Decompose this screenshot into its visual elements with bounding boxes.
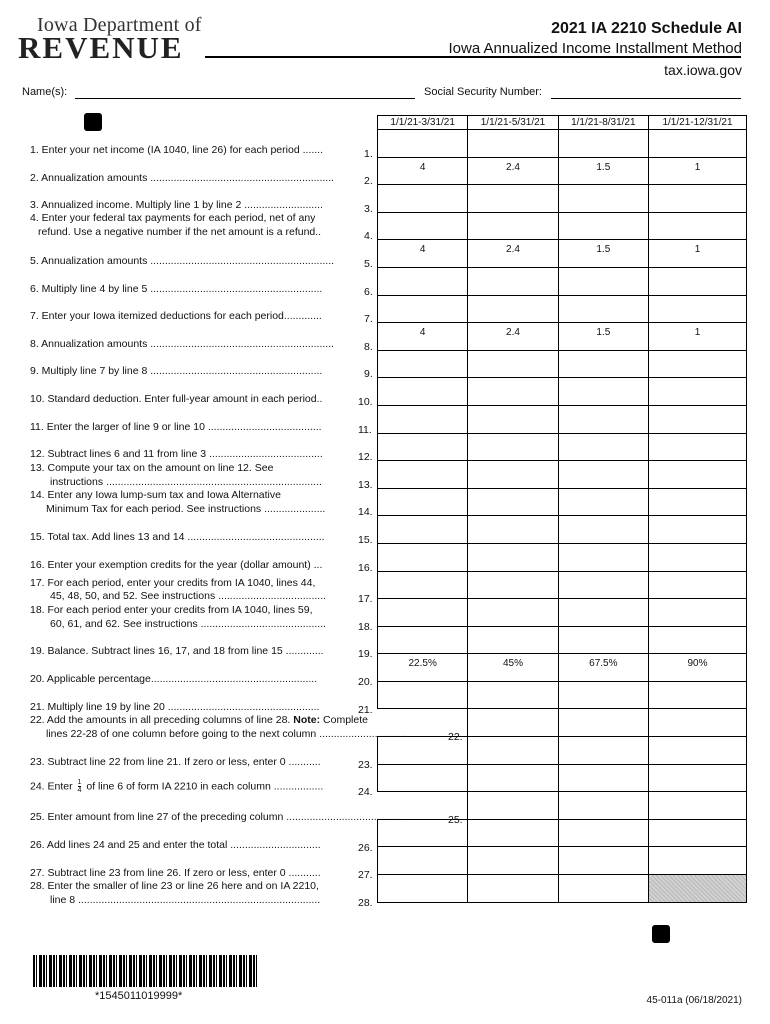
line-number: 18. [358, 621, 373, 633]
line-22-label [30, 714, 368, 728]
line-2-col-2-field[interactable]: 2.4 [468, 157, 558, 185]
barcode [33, 955, 259, 987]
line-22-label-text: 22. Add the amounts in all preceding columns of line 28. [30, 714, 291, 726]
line-23-col-4-field[interactable] [648, 737, 746, 765]
line-5-col-1-field[interactable]: 4 [378, 240, 468, 268]
line-number: 21. [358, 704, 373, 716]
line-19-col-3-field[interactable] [558, 626, 648, 654]
line-10-col-2-field[interactable] [468, 378, 558, 406]
names-label: Name(s): [22, 86, 68, 98]
line-28-col-4-field[interactable] [648, 875, 746, 903]
line-number: 13. [358, 479, 373, 491]
line-number: 22. [448, 731, 463, 743]
line-3-label: 3. Annualized income. Multiply line 1 by line 2 ........................... [30, 199, 323, 211]
ssn-field[interactable] [551, 98, 741, 99]
fraction-numerator: 1 [77, 779, 82, 786]
column-header: 1/1/21-12/31/21 [648, 116, 746, 130]
line-8-col-3-field[interactable]: 1.5 [558, 323, 648, 351]
table-row [378, 792, 747, 820]
names-field[interactable] [75, 98, 415, 99]
line-22-label-cont: lines 22-28 of one column before going to the next column .............................. [46, 728, 407, 740]
one-quarter-fraction [78, 779, 82, 794]
line-9-col-1-field[interactable] [378, 350, 468, 378]
line-27-col-1-field[interactable] [378, 847, 468, 875]
line-15-col-2-field[interactable] [468, 516, 558, 544]
line-11-col-1-field[interactable] [378, 405, 468, 433]
line-3-col-1-field[interactable] [378, 185, 468, 213]
line-12-col-1-field[interactable] [378, 433, 468, 461]
line-14-col-4-field[interactable] [648, 488, 746, 516]
line-number: 6. [364, 286, 373, 298]
table-row [378, 737, 747, 765]
line-8-col-1-field[interactable]: 4 [378, 323, 468, 351]
line-19-col-4-field[interactable] [648, 626, 746, 654]
table-row [378, 488, 747, 516]
line-21-col-3-field[interactable] [558, 681, 648, 709]
line-17-col-1-field[interactable] [378, 571, 468, 599]
line-number: 24. [358, 786, 373, 798]
line-14-label-cont: Minimum Tax for each period. See instructions ..................... [46, 503, 326, 515]
line-10-col-3-field[interactable] [558, 378, 648, 406]
line-4-col-4-field[interactable] [648, 212, 746, 240]
line-5-col-3-field[interactable]: 1.5 [558, 240, 648, 268]
line-10-label: 10. Standard deduction. Enter full-year amount in each period.. [30, 393, 323, 405]
line-5-col-2-field[interactable]: 2.4 [468, 240, 558, 268]
line-17-col-4-field[interactable] [648, 571, 746, 599]
line-3-col-4-field[interactable] [648, 185, 746, 213]
line-15-col-1-field[interactable] [378, 516, 468, 544]
line-2-col-1-field[interactable]: 4 [378, 157, 468, 185]
line-11-col-2-field[interactable] [468, 405, 558, 433]
line-13-col-3-field[interactable] [558, 461, 648, 489]
line-14-label: 14. Enter any Iowa lump-sum tax and Iowa Alternative [30, 489, 281, 501]
line-9-col-4-field[interactable] [648, 350, 746, 378]
logo-revenue-text: REVENUE [18, 30, 184, 65]
line-16-col-2-field[interactable] [468, 543, 558, 571]
line-21-col-2-field[interactable] [468, 681, 558, 709]
line-10-col-1-field[interactable] [378, 378, 468, 406]
line-10-col-4-field[interactable] [648, 378, 746, 406]
line-11-label: 11. Enter the larger of line 9 or line 10 ....................................... [30, 421, 322, 433]
line-24-label-pre: 24. Enter [30, 780, 73, 793]
table-row [378, 543, 747, 571]
line-17-col-2-field[interactable] [468, 571, 558, 599]
line-16-label: 16. Enter your exemption credits for the year (dollar amount) ... [30, 559, 323, 571]
line-number: 15. [358, 534, 373, 546]
table-row [378, 212, 747, 240]
line-11-col-4-field[interactable] [648, 405, 746, 433]
line-24-label-post: of line 6 of form IA 2210 in each column ................. [86, 780, 324, 793]
line-7-col-1-field[interactable] [378, 295, 468, 323]
line-12-label: 12. Subtract lines 6 and 11 from line 3 ....................................... [30, 448, 323, 460]
line-22-note: Note: [293, 714, 321, 726]
table-row [378, 405, 747, 433]
line-number: 20. [358, 676, 373, 688]
line-9-label: 9. Multiply line 7 by line 8 ........................................................... [30, 365, 323, 377]
line-12-col-3-field[interactable] [558, 433, 648, 461]
table-row [378, 681, 747, 709]
table-row [378, 875, 747, 903]
line-6-col-3-field[interactable] [558, 267, 648, 295]
table-row [378, 185, 747, 213]
table-row [378, 516, 747, 544]
line-15-col-4-field[interactable] [648, 516, 746, 544]
table-row [378, 130, 747, 158]
table-row [378, 654, 747, 682]
line-3-col-2-field[interactable] [468, 185, 558, 213]
line-25-col-4-field[interactable] [648, 792, 746, 820]
fraction-denominator: 4 [77, 787, 82, 794]
line-number: 17. [358, 593, 373, 605]
line-17-label-cont: 45, 48, 50, and 52. See instructions ..................................... [50, 590, 327, 602]
line-number: 28. [358, 897, 373, 909]
line-13-col-1-field[interactable] [378, 461, 468, 489]
line-26-col-3-field[interactable] [558, 819, 648, 847]
table-row [378, 295, 747, 323]
line-22-col-4-field[interactable] [648, 709, 746, 737]
line-21-label: 21. Multiply line 19 by line 20 .................................................... [30, 701, 320, 713]
line-18-col-4-field[interactable] [648, 599, 746, 627]
line-20-col-3-field[interactable]: 67.5% [558, 654, 648, 682]
line-27-col-3-field[interactable] [558, 847, 648, 875]
line-22-label-complete: Complete [323, 714, 368, 726]
line-4-col-1-field[interactable] [378, 212, 468, 240]
line-26-col-2-field[interactable] [468, 819, 558, 847]
line-28-label: 28. Enter the smaller of line 23 or line 26 here and on IA 2210, [30, 880, 319, 892]
line-2-label: 2. Annualization amounts ............................................................... [30, 172, 335, 184]
registration-mark [84, 113, 102, 131]
line-28-col-1-field[interactable] [378, 875, 468, 903]
line-27-col-2-field[interactable] [468, 847, 558, 875]
line-7-col-2-field[interactable] [468, 295, 558, 323]
line-number: 1. [364, 148, 373, 160]
line-7-col-4-field[interactable] [648, 295, 746, 323]
line-28-label-cont: line 8 ................................................................................... [50, 894, 321, 906]
line-4-col-3-field[interactable] [558, 212, 648, 240]
table-row [378, 599, 747, 627]
income-schedule-table [377, 115, 747, 903]
line-8-col-2-field[interactable]: 2.4 [468, 323, 558, 351]
line-20-col-2-field[interactable]: 45% [468, 654, 558, 682]
line-9-col-2-field[interactable] [468, 350, 558, 378]
line-4-label-cont: refund. Use a negative number if the net amount is a refund.. [38, 226, 322, 238]
line-24-col-1-field[interactable] [378, 764, 468, 792]
line-number: 14. [358, 506, 373, 518]
line-number: 3. [364, 203, 373, 215]
line-27-col-4-field[interactable] [648, 847, 746, 875]
line-27-label: 27. Subtract line 23 from line 26. If zero or less, enter 0 ........... [30, 867, 321, 879]
line-7-col-3-field[interactable] [558, 295, 648, 323]
registration-mark [652, 925, 670, 943]
line-number: 23. [358, 759, 373, 771]
line-number: 19. [358, 648, 373, 660]
table-row [378, 267, 747, 295]
column-header: 1/1/21-3/31/21 [378, 116, 468, 130]
line-5-col-4-field[interactable]: 1 [648, 240, 746, 268]
line-6-col-2-field[interactable] [468, 267, 558, 295]
line-6-col-4-field[interactable] [648, 267, 746, 295]
line-26-label: 26. Add lines 24 and 25 and enter the total ............................... [30, 839, 321, 851]
line-16-col-3-field[interactable] [558, 543, 648, 571]
table-row [378, 157, 747, 185]
line-number: 5. [364, 258, 373, 270]
line-28-col-3-field[interactable] [558, 875, 648, 903]
line-23-label: 23. Subtract line 22 from line 21. If zero or less, enter 0 ........... [30, 756, 321, 768]
ssn-label: Social Security Number: [424, 86, 542, 98]
line-number: 4. [364, 230, 373, 242]
line-2-col-3-field[interactable]: 1.5 [558, 157, 648, 185]
line-18-col-1-field[interactable] [378, 599, 468, 627]
table-row [378, 433, 747, 461]
line-4-label: 4. Enter your federal tax payments for each period, net of any [30, 212, 316, 224]
line-5-label: 5. Annualization amounts ............................................................... [30, 255, 335, 267]
line-1-col-2-field[interactable] [468, 130, 558, 158]
line-15-label: 15. Total tax. Add lines 13 and 14 ............................................... [30, 531, 325, 543]
line-7-label: 7. Enter your Iowa itemized deductions for each period............. [30, 310, 322, 322]
line-13-label: 13. Compute your tax on the amount on line 12. See [30, 462, 274, 474]
line-17-col-3-field[interactable] [558, 571, 648, 599]
line-14-col-2-field[interactable] [468, 488, 558, 516]
line-number: 12. [358, 451, 373, 463]
line-number: 11. [358, 424, 372, 436]
line-number: 16. [358, 562, 373, 574]
line-23-col-2-field[interactable] [468, 737, 558, 765]
line-18-label: 18. For each period enter your credits from IA 1040, lines 59, [30, 604, 313, 616]
line-21-col-1-field[interactable] [378, 681, 468, 709]
table-row [378, 626, 747, 654]
line-1-col-4-field[interactable] [648, 130, 746, 158]
table-row [378, 819, 747, 847]
table-row [378, 764, 747, 792]
line-14-col-1-field[interactable] [378, 488, 468, 516]
line-8-label: 8. Annualization amounts ............................................................... [30, 338, 335, 350]
line-20-col-4-field[interactable]: 90% [648, 654, 746, 682]
table-row [378, 378, 747, 406]
line-24-col-3-field[interactable] [558, 764, 648, 792]
table-row [378, 571, 747, 599]
line-12-col-4-field[interactable] [648, 433, 746, 461]
form-subtitle: Iowa Annualized Income Installment Method [448, 40, 742, 57]
line-24-col-2-field[interactable] [468, 764, 558, 792]
line-number: 25. [448, 814, 463, 826]
line-15-col-3-field[interactable] [558, 516, 648, 544]
line-21-col-4-field[interactable] [648, 681, 746, 709]
line-3-col-3-field[interactable] [558, 185, 648, 213]
line-22-col-2-field[interactable] [468, 709, 558, 737]
line-13-col-4-field[interactable] [648, 461, 746, 489]
line-13-label-cont: instructions .......................................................................... [50, 476, 322, 488]
line-6-label: 6. Multiply line 4 by line 5 ........................................................... [30, 283, 323, 295]
table-row [378, 240, 747, 268]
line-24-col-4-field[interactable] [648, 764, 746, 792]
line-20-col-1-field[interactable]: 22.5% [378, 654, 468, 682]
line-2-col-4-field[interactable]: 1 [648, 157, 746, 185]
line-16-col-1-field[interactable] [378, 543, 468, 571]
line-19-label: 19. Balance. Subtract lines 16, 17, and 18 from line 15 ............. [30, 645, 324, 657]
table-row [378, 323, 747, 351]
line-24-label [30, 779, 323, 794]
column-header: 1/1/21-8/31/21 [558, 116, 648, 130]
line-25-col-3-field[interactable] [558, 792, 648, 820]
column-header: 1/1/21-5/31/21 [468, 116, 558, 130]
line-19-col-1-field[interactable] [378, 626, 468, 654]
line-8-col-4-field[interactable]: 1 [648, 323, 746, 351]
line-number: 27. [358, 869, 373, 881]
line-1-col-1-field[interactable] [378, 130, 468, 158]
logo-department-text: Iowa Department of [37, 14, 202, 36]
line-13-col-2-field[interactable] [468, 461, 558, 489]
line-18-label-cont: 60, 61, and 62. See instructions ........................................... [50, 618, 327, 630]
table-row [378, 461, 747, 489]
table-row [378, 847, 747, 875]
line-17-label: 17. For each period, enter your credits from IA 1040, lines 44, [30, 577, 316, 589]
line-28-col-2-field[interactable] [468, 875, 558, 903]
line-22-col-3-field[interactable] [558, 709, 648, 737]
line-1-col-3-field[interactable] [558, 130, 648, 158]
line-14-col-3-field[interactable] [558, 488, 648, 516]
form-url: tax.iowa.gov [664, 62, 742, 78]
barcode-number: *1545011019999* [95, 990, 183, 1002]
line-number: 26. [358, 842, 373, 854]
line-4-col-2-field[interactable] [468, 212, 558, 240]
line-1-label: 1. Enter your net income (IA 1040, line 26) for each period ....... [30, 144, 323, 156]
form-title: 2021 IA 2210 Schedule AI [551, 20, 742, 37]
line-number: 8. [364, 341, 373, 353]
line-19-col-2-field[interactable] [468, 626, 558, 654]
line-25-label: 25. Enter amount from line 27 of the preceding column ........................................ [30, 811, 403, 823]
line-16-col-4-field[interactable] [648, 543, 746, 571]
line-20-label: 20. Applicable percentage......................................................... [30, 673, 318, 685]
line-number: 2. [364, 175, 373, 187]
line-6-col-1-field[interactable] [378, 267, 468, 295]
line-18-col-3-field[interactable] [558, 599, 648, 627]
line-25-col-2-field[interactable] [468, 792, 558, 820]
table-row [378, 350, 747, 378]
line-23-col-3-field[interactable] [558, 737, 648, 765]
line-18-col-2-field[interactable] [468, 599, 558, 627]
line-9-col-3-field[interactable] [558, 350, 648, 378]
form-id: 45-011a (06/18/2021) [646, 995, 742, 1006]
line-number: 10. [358, 396, 373, 408]
line-number: 7. [364, 313, 373, 325]
line-26-col-4-field[interactable] [648, 819, 746, 847]
table-row [378, 709, 747, 737]
line-11-col-3-field[interactable] [558, 405, 648, 433]
line-12-col-2-field[interactable] [468, 433, 558, 461]
line-number: 9. [364, 368, 373, 380]
